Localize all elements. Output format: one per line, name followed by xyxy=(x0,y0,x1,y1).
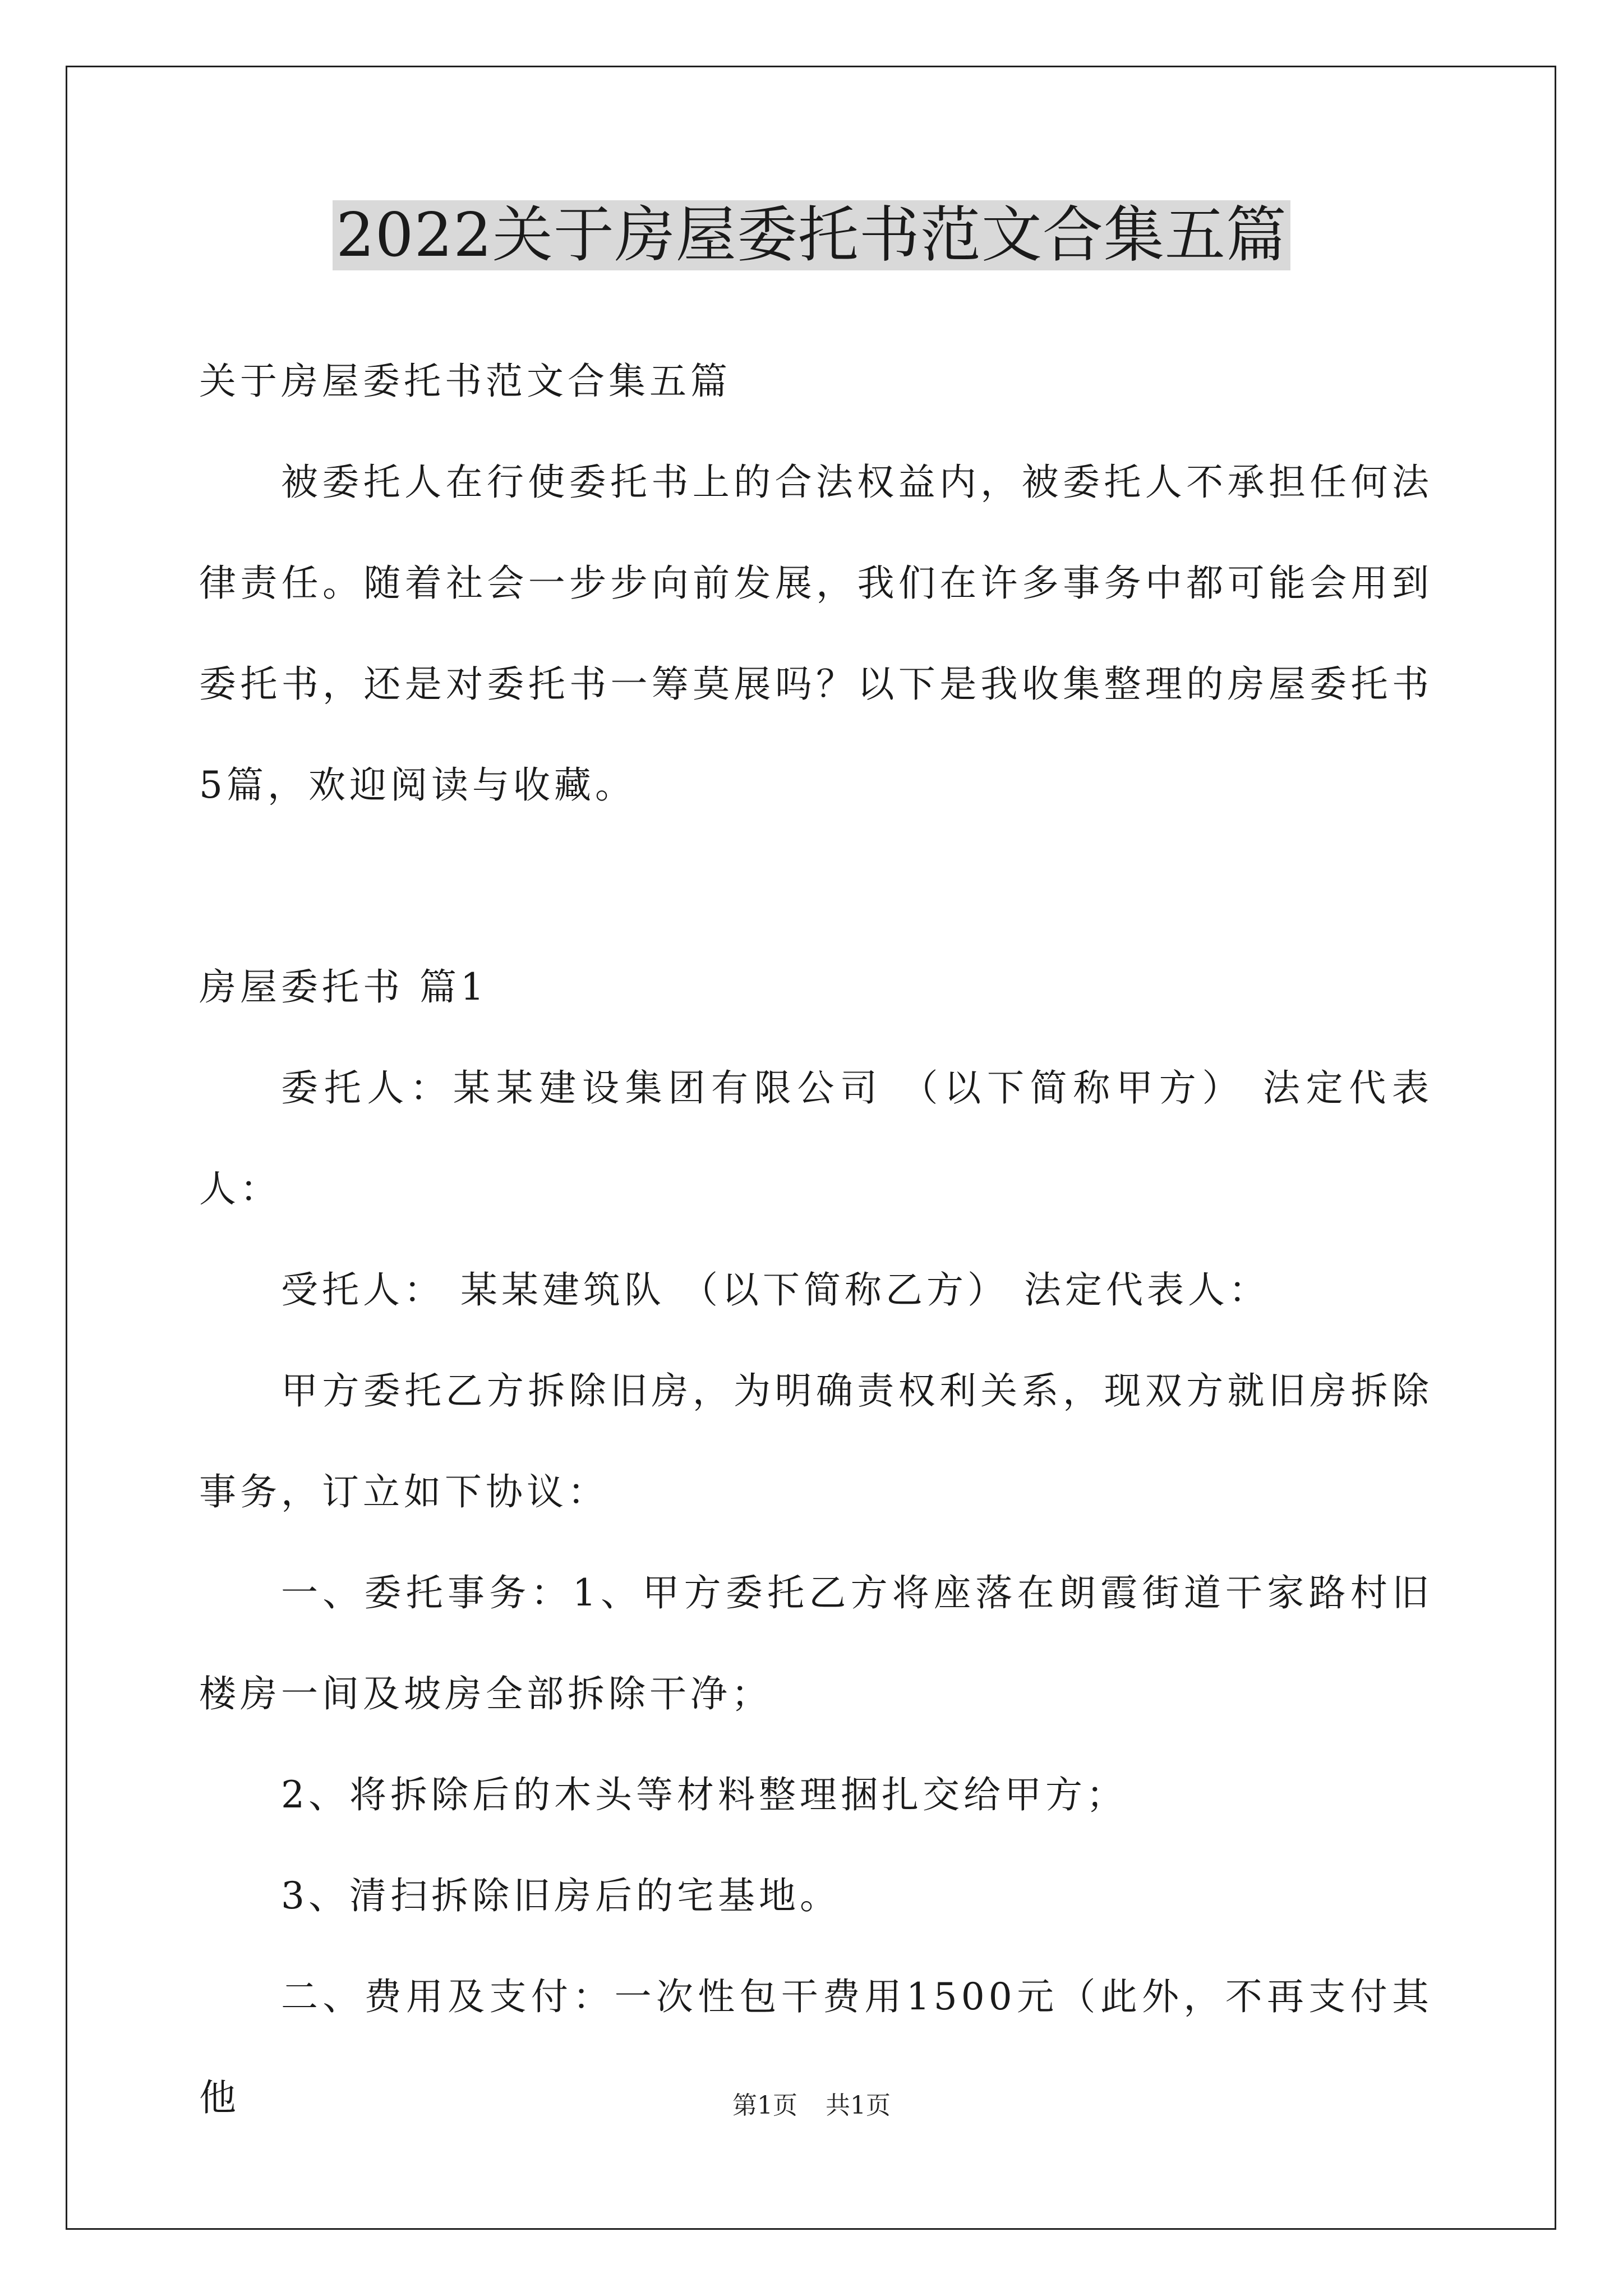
paragraph-clause-1-2: 2、将拆除后的木头等材料整理捆扎交给甲方； xyxy=(281,1773,1127,1816)
paragraph-contractor: 受托人： 某某建筑队 （以下简称乙方） 法定代表人： xyxy=(281,1268,1270,1312)
paragraph-clause-1: 一、委托事务：1、甲方委托乙方将座落在朗霞街道干家路村旧楼房一间及坡房全部拆除干净； xyxy=(199,1571,1433,1715)
document-subtitle: 关于房屋委托书范文合集五篇 xyxy=(199,360,731,403)
document-title xyxy=(0,196,1623,275)
document-title-text: 2022关于房屋委托书范文合集五篇 xyxy=(333,200,1290,270)
page-number-total: 共1页 xyxy=(826,2091,891,2120)
page-number-current: 第1页 xyxy=(732,2091,797,2120)
paragraph-clause-1-3: 3、清扫拆除旧房后的宅基地。 xyxy=(281,1874,841,1917)
section-heading: 房屋委托书 篇1 xyxy=(199,965,488,1009)
paragraph-clause-2: 二、费用及支付：一次性包干费用1500元（此外，不再支付其他 xyxy=(199,1975,1433,2119)
intro-paragraph: 被委托人在行使委托书上的合法权益内，被委托人不承担任何法律责任。随着社会一步步向前发展，我们在许多事务中都可能会用到委托书，还是对委托书一筹莫展吗？以下是我收集整理的房屋委托书5篇，欢迎阅读与收藏。 xyxy=(199,461,1433,807)
document-body xyxy=(199,331,1433,2148)
paragraph-client: 委托人：某某建设集团有限公司 （以下简称甲方） 法定代表人： xyxy=(199,1066,1433,1211)
page-footer xyxy=(0,2089,1623,2123)
paragraph-purpose: 甲方委托乙方拆除旧房，为明确责权利关系，现双方就旧房拆除事务，订立如下协议： xyxy=(199,1369,1433,1513)
